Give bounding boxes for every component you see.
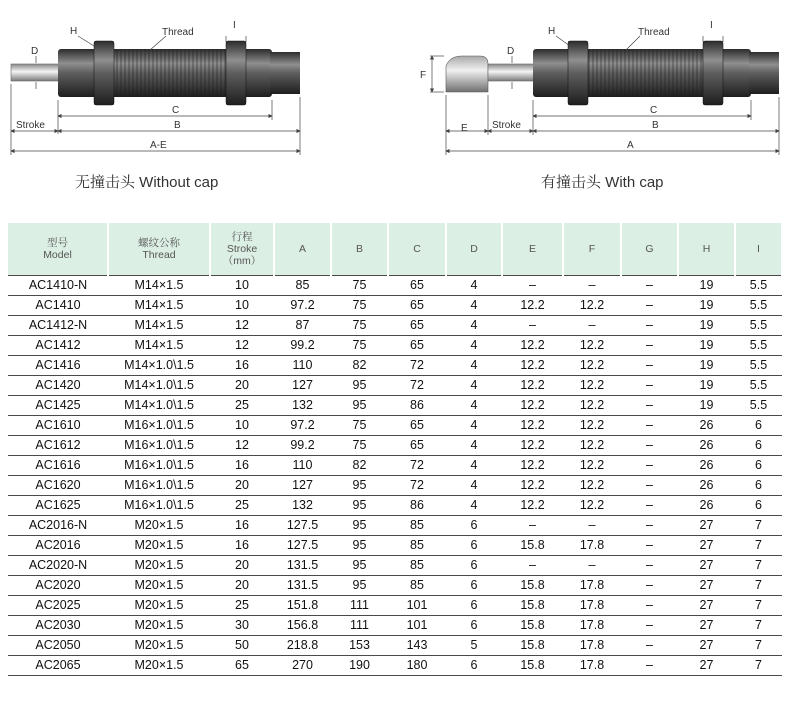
cell-i: 5.5 (735, 395, 782, 415)
cell-stroke: 20 (210, 575, 274, 595)
cell-f: 17.8 (563, 615, 621, 635)
cell-stroke: 12 (210, 315, 274, 335)
cell-b: 153 (331, 635, 388, 655)
cell-thread: M20×1.5 (108, 615, 210, 635)
header-c: C (388, 223, 446, 275)
cell-g: – (621, 295, 678, 315)
cell-b: 111 (331, 595, 388, 615)
table-row (8, 295, 782, 315)
cell-d: 4 (446, 435, 502, 455)
table-row (8, 655, 782, 675)
cell-f: 17.8 (563, 655, 621, 675)
label-d: D (31, 46, 39, 57)
cell-d: 4 (446, 295, 502, 315)
cell-e: 12.2 (502, 415, 563, 435)
cell-i: 6 (735, 415, 782, 435)
cell-stroke: 20 (210, 375, 274, 395)
cell-i: 7 (735, 655, 782, 675)
table-row (8, 395, 782, 415)
cell-d: 6 (446, 595, 502, 615)
cell-model: AC2016-N (8, 515, 108, 535)
cell-a: 110 (274, 355, 331, 375)
cell-e: 15.8 (502, 535, 563, 555)
cell-g: – (621, 335, 678, 355)
cell-thread: M14×1.5 (108, 315, 210, 335)
cell-h: 26 (678, 415, 735, 435)
cell-c: 65 (388, 335, 446, 355)
cell-a: 156.8 (274, 615, 331, 635)
header-a: A (274, 223, 331, 275)
cell-h: 27 (678, 615, 735, 635)
cell-b: 75 (331, 315, 388, 335)
cell-a: 132 (274, 495, 331, 515)
cell-model: AC2030 (8, 615, 108, 635)
cell-model: AC1412 (8, 335, 108, 355)
cell-h: 26 (678, 475, 735, 495)
cell-h: 26 (678, 455, 735, 475)
cell-stroke: 16 (210, 355, 274, 375)
cell-h: 27 (678, 655, 735, 675)
header-f: F (563, 223, 621, 275)
cell-f: 12.2 (563, 475, 621, 495)
caption-with-cap: 有撞击头 With cap (541, 174, 664, 191)
cell-b: 75 (331, 335, 388, 355)
cell-stroke: 30 (210, 615, 274, 635)
cell-thread: M16×1.0\1.5 (108, 475, 210, 495)
cell-e: 12.2 (502, 435, 563, 455)
cell-stroke: 16 (210, 515, 274, 535)
cell-g: – (621, 495, 678, 515)
cell-c: 65 (388, 315, 446, 335)
cell-model: AC1412-N (8, 315, 108, 335)
cell-d: 6 (446, 615, 502, 635)
cell-g: – (621, 395, 678, 415)
cell-h: 26 (678, 435, 735, 455)
cell-g: – (621, 595, 678, 615)
cell-thread: M20×1.5 (108, 515, 210, 535)
cell-model: AC1612 (8, 435, 108, 455)
label-h: H (70, 26, 78, 37)
cell-b: 75 (331, 415, 388, 435)
cell-b: 95 (331, 515, 388, 535)
header-i: I (735, 223, 782, 275)
cell-i: 7 (735, 515, 782, 535)
header-g: G (621, 223, 678, 275)
cell-d: 6 (446, 515, 502, 535)
label-c: C (650, 105, 658, 116)
cell-f: – (563, 315, 621, 335)
cell-stroke: 65 (210, 655, 274, 675)
cell-model: AC1620 (8, 475, 108, 495)
cell-g: – (621, 415, 678, 435)
cell-i: 5.5 (735, 375, 782, 395)
cell-f: 12.2 (563, 415, 621, 435)
cell-b: 190 (331, 655, 388, 675)
table-row (8, 375, 782, 395)
header-stroke: 行程 Stroke （mm） (210, 223, 274, 275)
cell-a: 127 (274, 375, 331, 395)
cell-thread: M20×1.5 (108, 655, 210, 675)
cell-f: 12.2 (563, 455, 621, 475)
cell-i: 7 (735, 615, 782, 635)
cell-h: 19 (678, 335, 735, 355)
cell-g: – (621, 455, 678, 475)
cell-d: 4 (446, 495, 502, 515)
cell-d: 6 (446, 535, 502, 555)
cell-c: 72 (388, 475, 446, 495)
cell-b: 95 (331, 535, 388, 555)
cell-h: 26 (678, 495, 735, 515)
cell-model: AC1420 (8, 375, 108, 395)
label-i: I (710, 20, 713, 31)
cell-a: 151.8 (274, 595, 331, 615)
cell-c: 65 (388, 295, 446, 315)
cell-i: 5.5 (735, 295, 782, 315)
cell-f: 12.2 (563, 335, 621, 355)
cell-i: 7 (735, 635, 782, 655)
cell-thread: M20×1.5 (108, 535, 210, 555)
cell-a: 127.5 (274, 515, 331, 535)
cell-thread: M14×1.5 (108, 335, 210, 355)
cell-model: AC2025 (8, 595, 108, 615)
cell-a: 131.5 (274, 555, 331, 575)
table-row (8, 455, 782, 475)
cell-e: 15.8 (502, 635, 563, 655)
cell-e: 12.2 (502, 335, 563, 355)
cell-stroke: 16 (210, 535, 274, 555)
cell-thread: M20×1.5 (108, 575, 210, 595)
cell-model: AC2020-N (8, 555, 108, 575)
cell-b: 111 (331, 615, 388, 635)
table-row (8, 415, 782, 435)
cell-stroke: 20 (210, 555, 274, 575)
cell-i: 7 (735, 535, 782, 555)
cell-thread: M20×1.5 (108, 635, 210, 655)
cell-stroke: 25 (210, 595, 274, 615)
cell-a: 97.2 (274, 415, 331, 435)
cell-model: AC1425 (8, 395, 108, 415)
table-body (8, 275, 782, 675)
cell-f: 12.2 (563, 355, 621, 375)
cell-h: 27 (678, 515, 735, 535)
header-b: B (331, 223, 388, 275)
cell-h: 19 (678, 375, 735, 395)
cell-g: – (621, 475, 678, 495)
cell-b: 75 (331, 275, 388, 295)
cell-e: 15.8 (502, 655, 563, 675)
cell-c: 72 (388, 375, 446, 395)
cell-f: 12.2 (563, 435, 621, 455)
cell-c: 86 (388, 395, 446, 415)
cell-d: 4 (446, 275, 502, 295)
table-row (8, 595, 782, 615)
table-row (8, 575, 782, 595)
table-row (8, 335, 782, 355)
cell-stroke: 12 (210, 335, 274, 355)
cell-b: 75 (331, 295, 388, 315)
cell-a: 127.5 (274, 535, 331, 555)
cell-e: 12.2 (502, 295, 563, 315)
label-i: I (233, 20, 236, 31)
table-row (8, 355, 782, 375)
header-d: D (446, 223, 502, 275)
cell-c: 85 (388, 575, 446, 595)
cell-thread: M14×1.5 (108, 275, 210, 295)
cell-thread: M14×1.0\1.5 (108, 375, 210, 395)
cell-h: 27 (678, 535, 735, 555)
cell-thread: M16×1.0\1.5 (108, 455, 210, 475)
cell-a: 87 (274, 315, 331, 335)
cell-stroke: 20 (210, 475, 274, 495)
label-stroke: Stroke (16, 120, 45, 131)
cell-b: 75 (331, 435, 388, 455)
cell-i: 7 (735, 575, 782, 595)
cell-e: 12.2 (502, 395, 563, 415)
cell-thread: M16×1.0\1.5 (108, 495, 210, 515)
cell-b: 95 (331, 375, 388, 395)
cell-h: 19 (678, 395, 735, 415)
cell-d: 6 (446, 655, 502, 675)
cell-a: 110 (274, 455, 331, 475)
cell-g: – (621, 555, 678, 575)
cell-c: 72 (388, 355, 446, 375)
header-thread: 螺纹公称 Thread (108, 223, 210, 275)
cell-h: 27 (678, 635, 735, 655)
label-a: A (627, 140, 634, 151)
label-a-e: A-E (150, 140, 167, 151)
cell-c: 65 (388, 435, 446, 455)
cell-g: – (621, 515, 678, 535)
cell-thread: M16×1.0\1.5 (108, 435, 210, 455)
dimension-diagrams (0, 0, 790, 222)
table-row (8, 275, 782, 295)
cell-d: 4 (446, 335, 502, 355)
cell-f: – (563, 275, 621, 295)
cell-f: 17.8 (563, 595, 621, 615)
table-row (8, 555, 782, 575)
cell-h: 27 (678, 595, 735, 615)
cell-model: AC2050 (8, 635, 108, 655)
cell-a: 127 (274, 475, 331, 495)
cell-stroke: 16 (210, 455, 274, 475)
cell-f: 12.2 (563, 295, 621, 315)
cell-thread: M20×1.5 (108, 555, 210, 575)
header-h: H (678, 223, 735, 275)
cell-g: – (621, 315, 678, 335)
cell-d: 5 (446, 635, 502, 655)
cell-e: 12.2 (502, 355, 563, 375)
cell-model: AC1625 (8, 495, 108, 515)
cell-stroke: 25 (210, 395, 274, 415)
cell-model: AC1410 (8, 295, 108, 315)
cell-f: 12.2 (563, 395, 621, 415)
cell-a: 85 (274, 275, 331, 295)
cell-i: 5.5 (735, 275, 782, 295)
cell-model: AC2020 (8, 575, 108, 595)
cell-c: 65 (388, 415, 446, 435)
cell-a: 97.2 (274, 295, 331, 315)
label-f: F (420, 70, 427, 81)
cell-e: – (502, 275, 563, 295)
cell-thread: M14×1.0\1.5 (108, 355, 210, 375)
cell-f: 17.8 (563, 635, 621, 655)
cell-g: – (621, 575, 678, 595)
cell-e: – (502, 555, 563, 575)
cell-g: – (621, 275, 678, 295)
cell-c: 180 (388, 655, 446, 675)
cell-model: AC1410-N (8, 275, 108, 295)
cell-e: 12.2 (502, 475, 563, 495)
cell-i: 6 (735, 475, 782, 495)
cell-b: 95 (331, 475, 388, 495)
cell-e: – (502, 315, 563, 335)
label-thread: Thread (162, 27, 194, 38)
cell-i: 5.5 (735, 335, 782, 355)
cell-a: 132 (274, 395, 331, 415)
cell-c: 86 (388, 495, 446, 515)
cell-b: 82 (331, 455, 388, 475)
cell-c: 85 (388, 535, 446, 555)
cell-stroke: 12 (210, 435, 274, 455)
cell-c: 65 (388, 275, 446, 295)
cell-i: 7 (735, 595, 782, 615)
cell-f: 12.2 (563, 375, 621, 395)
cell-thread: M14×1.5 (108, 295, 210, 315)
cell-c: 85 (388, 515, 446, 535)
cell-i: 6 (735, 435, 782, 455)
cell-c: 101 (388, 615, 446, 635)
cell-c: 72 (388, 455, 446, 475)
cell-model: AC1616 (8, 455, 108, 475)
left-drawing (11, 20, 300, 155)
cell-e: 12.2 (502, 455, 563, 475)
cell-model: AC1610 (8, 415, 108, 435)
cell-a: 218.8 (274, 635, 331, 655)
table-header-row (8, 223, 782, 275)
cell-thread: M14×1.0\1.5 (108, 395, 210, 415)
cell-c: 85 (388, 555, 446, 575)
cell-model: AC2065 (8, 655, 108, 675)
cell-f: 17.8 (563, 575, 621, 595)
table-row (8, 515, 782, 535)
cell-h: 27 (678, 575, 735, 595)
cell-b: 82 (331, 355, 388, 375)
cell-stroke: 10 (210, 415, 274, 435)
cell-stroke: 10 (210, 275, 274, 295)
right-drawing (420, 20, 779, 155)
cell-a: 270 (274, 655, 331, 675)
label-thread: Thread (638, 27, 670, 38)
cell-e: 15.8 (502, 615, 563, 635)
table-row (8, 535, 782, 555)
cell-g: – (621, 615, 678, 635)
cell-h: 19 (678, 295, 735, 315)
label-b: B (174, 120, 181, 131)
caption-without-cap: 无撞击头 Without cap (75, 174, 219, 191)
cell-stroke: 50 (210, 635, 274, 655)
header-e: E (502, 223, 563, 275)
cell-h: 19 (678, 355, 735, 375)
cell-f: – (563, 515, 621, 535)
table-row (8, 475, 782, 495)
label-b: B (652, 120, 659, 131)
header-model: 型号 Model (8, 223, 108, 275)
cell-i: 5.5 (735, 315, 782, 335)
cell-model: AC2016 (8, 535, 108, 555)
cell-e: – (502, 515, 563, 535)
cell-b: 95 (331, 575, 388, 595)
label-h: H (548, 26, 556, 37)
cell-d: 4 (446, 415, 502, 435)
label-c: C (172, 105, 180, 116)
cell-g: – (621, 535, 678, 555)
cell-d: 4 (446, 395, 502, 415)
cell-b: 95 (331, 395, 388, 415)
cell-i: 7 (735, 555, 782, 575)
cell-e: 15.8 (502, 575, 563, 595)
cell-g: – (621, 635, 678, 655)
cell-c: 101 (388, 595, 446, 615)
cell-model: AC1416 (8, 355, 108, 375)
table-row (8, 495, 782, 515)
cell-a: 99.2 (274, 335, 331, 355)
cell-e: 15.8 (502, 595, 563, 615)
cell-thread: M20×1.5 (108, 595, 210, 615)
label-e: E (461, 123, 468, 134)
label-d: D (507, 46, 515, 57)
cell-h: 27 (678, 555, 735, 575)
cell-e: 12.2 (502, 495, 563, 515)
cell-d: 4 (446, 455, 502, 475)
cell-b: 95 (331, 495, 388, 515)
cell-h: 19 (678, 275, 735, 295)
cell-d: 4 (446, 375, 502, 395)
cell-d: 6 (446, 555, 502, 575)
cell-thread: M16×1.0\1.5 (108, 415, 210, 435)
cell-b: 95 (331, 555, 388, 575)
cell-g: – (621, 375, 678, 395)
cell-f: 12.2 (563, 495, 621, 515)
cell-e: 12.2 (502, 375, 563, 395)
table-row (8, 635, 782, 655)
cell-i: 6 (735, 455, 782, 475)
cell-f: – (563, 555, 621, 575)
cell-g: – (621, 355, 678, 375)
cell-g: – (621, 655, 678, 675)
cell-h: 19 (678, 315, 735, 335)
cell-i: 6 (735, 495, 782, 515)
cell-i: 5.5 (735, 355, 782, 375)
cell-stroke: 25 (210, 495, 274, 515)
cell-d: 4 (446, 355, 502, 375)
label-stroke: Stroke (492, 120, 521, 131)
spec-table (8, 223, 783, 676)
cell-stroke: 10 (210, 295, 274, 315)
cell-a: 99.2 (274, 435, 331, 455)
cell-d: 4 (446, 315, 502, 335)
table-row (8, 315, 782, 335)
cell-f: 17.8 (563, 535, 621, 555)
cell-a: 131.5 (274, 575, 331, 595)
cell-d: 4 (446, 475, 502, 495)
table-row (8, 435, 782, 455)
cell-g: – (621, 435, 678, 455)
cell-c: 143 (388, 635, 446, 655)
cell-d: 6 (446, 575, 502, 595)
table-row (8, 615, 782, 635)
